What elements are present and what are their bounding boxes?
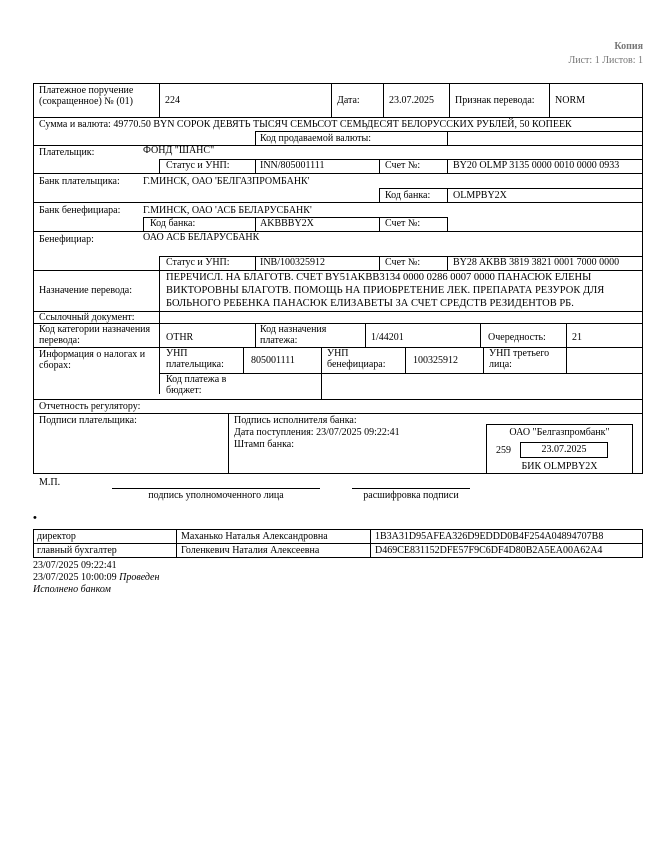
benef-account2-label: Счет №: [385, 257, 421, 268]
stamp-bank-name: ОАО "Белгазпромбанк" [509, 427, 610, 438]
sale-currency-label: Код продаваемой валюты: [260, 133, 372, 144]
benef-bank: Г.МИНСК, ОАО 'АСБ БЕЛАРУСБАНК' [143, 205, 312, 216]
purpose-line-2: ВИКТОРОВНЫ БЛАГОТВ. ПОМОЩЬ НА ПРИОБРЕТЕНИЕ ЛЕК. ПРЕПАРАТА РЕЗУРОК ДЛЯ [166, 285, 605, 296]
benef-unp: 100325912 [413, 355, 458, 366]
payment-purpose-code: 1/44201 [371, 332, 404, 343]
payer-account-label: Счет №: [385, 160, 421, 171]
received-date: Дата поступления: 23/07/2025 09:22:41 [234, 427, 400, 438]
benef-bank-code: AKBBBY2X [260, 218, 314, 229]
sheets-info: Лист: 1 Листов: 1 [568, 55, 643, 66]
benef-status-label: Статус и УНП: [166, 257, 230, 268]
date-label: Дата: [337, 95, 360, 106]
payer-unp: 805001111 [251, 355, 295, 366]
payer-status-label: Статус и УНП: [166, 160, 230, 171]
purpose-line-3: БОЛЬНОГО РЕБЕНКА ПАНАСЮК ЕЛИЗАВЕТЫ ЗА СЧЕТ СРЕДСТВ РЕЗИДЕНТОВ РБ. [166, 298, 574, 309]
payer-bank-code-label: Код банка: [385, 190, 431, 201]
footer-status: Проведен [119, 572, 160, 583]
auth-signature-caption: подпись уполномоченного лица [148, 490, 284, 501]
signer-hash: D469CE831152DFE57F9C6DF4D80B2A5EA00A62A4 [375, 545, 603, 556]
beneficiary-name: ОАО АСБ БЕЛАРУСБАНК [143, 232, 260, 243]
benef-bank-label: Банк бенефициара: [39, 205, 121, 216]
stamp-number: 259 [496, 445, 511, 456]
mp-label: М.П. [39, 477, 61, 488]
payer-bank: Г.МИНСК, ОАО 'БЕЛГАЗПРОМБАНК' [143, 176, 310, 187]
signer-role: главный бухгалтер [37, 545, 117, 556]
benef-account-label: Счет №: [385, 218, 421, 229]
payer-name: ФОНД "ШАНС" [143, 145, 215, 156]
bullet-marker: • [33, 512, 37, 524]
payer-status: INN/805001111 [260, 160, 325, 171]
order-number: 224 [165, 95, 180, 106]
stamp-bic: БИК OLMPBY2X [521, 461, 598, 472]
ref-doc-label: Ссылочный документ: [39, 312, 135, 323]
category-value: OTHR [166, 332, 194, 343]
purpose-label: Назначение перевода: [39, 285, 133, 296]
benef-unp-label: УНП бенефициара: [327, 348, 386, 370]
budget-code-label: Код платежа в бюджет: [166, 374, 227, 396]
regulator-label: Отчетность регулятору: [39, 401, 141, 412]
executor-signature-label: Подпись исполнителя банка: [234, 415, 357, 426]
footer-time-2 [33, 573, 159, 584]
signer-name: Маханько Наталья Александровна [181, 531, 328, 542]
benef-bank-code-label: Код банка: [150, 218, 196, 229]
copy-label: Копия [614, 41, 643, 52]
benef-status: INB/100325912 [260, 257, 325, 268]
signer-role: директор [37, 531, 76, 542]
purpose-line-1: ПЕРЕЧИСЛ. НА БЛАГОТВ. СЧЕТ BY51AKBB3134 0000 0286 0007 0000 ПАНАСЮК ЕЛЕНЫ [166, 272, 592, 283]
taxes-label: Информация о налогах и сборах: [39, 349, 146, 371]
signer-hash: 1B3A31D95AFEA326D9EDDD0B4F254A04894707B8 [375, 531, 604, 542]
stamp-label: Штамп банка: [234, 439, 294, 450]
amount-line: Сумма и валюта: 49770.50 BYN СОРОК ДЕВЯТЬ ТЫСЯЧ СЕМЬСОТ СЕМЬДЕСЯТ БЕЛОРУССКИХ РУБЛЕЙ, 50 КОПЕЕК [39, 119, 572, 130]
priority-value: 21 [572, 332, 582, 343]
footer-executed: Исполнено банком [33, 584, 111, 595]
payer-label: Плательщик: [39, 147, 95, 158]
payer-account: BY20 OLMP 3135 0000 0010 0000 0933 [453, 160, 620, 171]
decode-signature-caption: расшифровка подписи [363, 490, 459, 501]
order-date: 23.07.2025 [389, 95, 434, 106]
footer-time-1: 23/07/2025 09:22:41 [33, 560, 117, 571]
footer-time-2-value: 23/07/2025 10:00:09 [33, 572, 117, 583]
transfer-sign-label: Признак перевода: [455, 95, 535, 106]
signer-name: Голенкевич Наталия Алексеевна [181, 545, 320, 556]
transfer-sign: NORM [555, 95, 586, 106]
payer-bank-label: Банк плательщика: [39, 176, 120, 187]
order-type-label: Платежное поручение (сокращенное) № (01) [39, 85, 134, 107]
payer-bank-code: OLMPBY2X [453, 190, 507, 201]
third-unp-label: УНП третьего лица: [489, 348, 550, 370]
payer-unp-label: УНП плательщика: [166, 348, 224, 370]
payment-purpose-code-label: Код назначения платежа: [260, 324, 327, 346]
benef-account: BY28 AKBB 3819 3821 0001 7000 0000 [453, 257, 620, 268]
priority-label: Очередность: [488, 332, 546, 343]
category-label: Код категории назначения перевода: [39, 324, 151, 346]
stamp-date: 23.07.2025 [541, 444, 587, 455]
payer-signatures-label: Подписи плательщика: [39, 415, 137, 426]
beneficiary-label: Бенефициар: [39, 234, 94, 245]
